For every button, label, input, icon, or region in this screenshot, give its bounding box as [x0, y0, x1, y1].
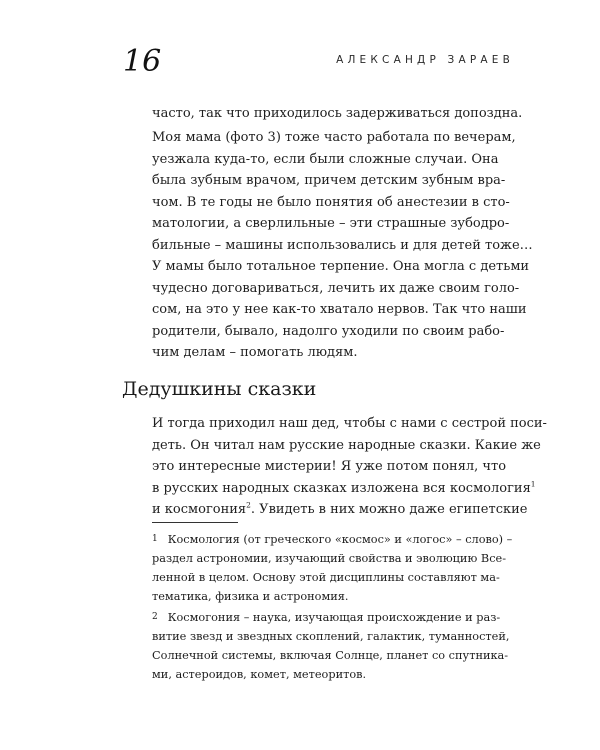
section-title: Дедушкины сказки	[122, 378, 317, 400]
footnote-2	[152, 608, 510, 684]
text-line: уезжала куда-то, если были сложные случаи. Она	[152, 151, 499, 167]
footnote-1	[152, 530, 513, 606]
footnote-number: 1	[152, 534, 158, 544]
footnote-line: Солнечной системы, включая Солнце, планет со спутника-	[152, 649, 509, 662]
text-line: сом, на это у нее как-то хватало нервов. Так что наши	[152, 302, 527, 317]
text-line: И тогда приходил наш дед, чтобы с нами с сестрой поси-	[152, 416, 547, 431]
footnote-number: 2	[152, 612, 158, 622]
text-line: была зубным врачом, причем детским зубным вра-	[152, 173, 506, 188]
text-line	[152, 478, 536, 500]
running-head-author: АЛЕКСАНДР ЗАРАЕВ	[336, 54, 514, 66]
footnote-line: витие звезд и звездных скоплений, галактик, туманностей,	[152, 630, 510, 643]
page-number: 16	[123, 44, 162, 79]
footnote-divider	[152, 522, 238, 523]
text-line: часто, так что приходилось задерживаться допоздна.	[152, 106, 523, 121]
text-line: У мамы было тотальное терпение. Она могла с детьми	[152, 259, 530, 274]
text-line: матологии, а сверлильные – эти страшные зубодро-	[152, 216, 510, 231]
paragraph-mother	[152, 127, 533, 364]
footnote-line: тематика, физика и астрономия.	[152, 590, 349, 603]
text-line: чим делам – помогать людям.	[152, 345, 358, 360]
text-fragment: и космогония	[152, 502, 247, 517]
footnote-line: ми, астероидов, комет, метеоритов.	[152, 668, 367, 681]
footnote-line: ленной в целом. Основу этой дисциплины составляют ма-	[152, 571, 500, 584]
footnote-line	[152, 608, 501, 627]
text-line: чом. В те годы не было понятия об анестезии в сто-	[152, 194, 510, 210]
footnote-line	[152, 530, 513, 549]
footnote-ref: 2	[246, 500, 251, 510]
text-line: бильные – машины использовались и для детей тоже…	[152, 237, 533, 253]
text-line: это интересные мистерии! Я уже потом понял, что	[152, 459, 507, 474]
text-fragment: в русских народных сказках изложена вся космология	[152, 480, 531, 496]
text-line: Моя мама (фото 3) тоже часто работала по вечерам,	[152, 130, 516, 145]
footnote-line: раздел астрономии, изучающий свойства и эволюцию Все-	[152, 552, 507, 565]
text-line: чудесно договариваться, лечить их даже своим голо-	[152, 280, 520, 296]
text-line	[152, 499, 528, 521]
text-fragment: . Увидеть в них можно даже египетские	[250, 502, 528, 517]
paragraph-continuation	[152, 103, 523, 125]
footnote-text: Космология (от греческого «космос» и «логос» – слово) –	[167, 533, 513, 546]
text-line: родители, бывало, надолго уходили по своим рабо-	[152, 323, 505, 339]
footnote-ref: 1	[530, 479, 536, 489]
text-line: деть. Он читал нам русские народные сказки. Какие же	[152, 437, 541, 453]
footnote-text: Космогония – наука, изучающая происхождение и раз-	[167, 611, 501, 624]
paragraph-grandfather	[152, 413, 547, 521]
